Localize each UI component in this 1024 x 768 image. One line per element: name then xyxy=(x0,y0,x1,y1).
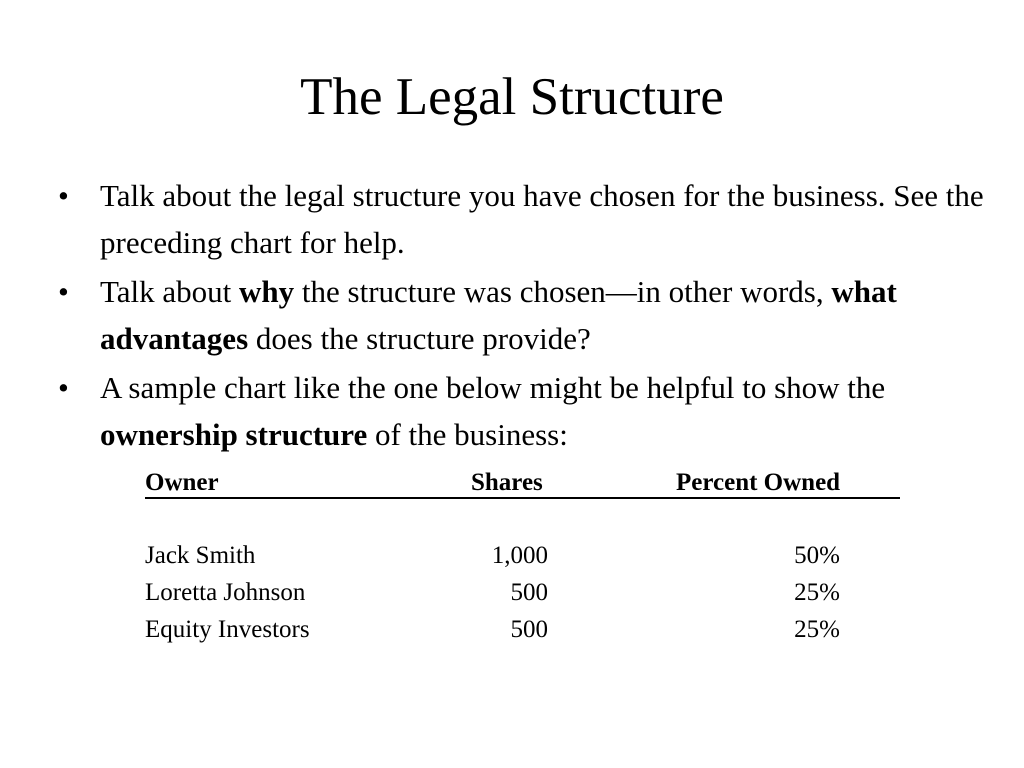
bullet-text-part: Talk about xyxy=(100,274,240,309)
cell-percent-owned: 50% xyxy=(794,542,840,569)
bullet-item xyxy=(58,172,988,266)
cell-shares: 500 xyxy=(510,579,548,606)
column-header-shares: Shares xyxy=(471,469,543,496)
bullet-text-part: of the business: xyxy=(367,417,568,452)
bullet-text-part: does the structure provide? xyxy=(248,321,591,356)
cell-percent-owned: 25% xyxy=(794,616,840,643)
table-row xyxy=(145,611,905,648)
bullet-text xyxy=(100,178,984,260)
bullet-item xyxy=(58,364,988,458)
table-spacer xyxy=(145,501,905,537)
cell-owner: Loretta Johnson xyxy=(145,579,306,606)
ownership-table xyxy=(145,464,905,648)
table-header-row xyxy=(145,464,905,501)
table-row xyxy=(145,574,905,611)
column-header-owner: Owner xyxy=(145,469,219,496)
table-row xyxy=(145,537,905,574)
header-underline xyxy=(145,497,900,499)
bullet-icon: • xyxy=(58,274,69,309)
bullet-text xyxy=(100,370,885,452)
bullet-icon: • xyxy=(58,370,69,405)
slide-title: The Legal Structure xyxy=(300,68,724,126)
bullet-icon: • xyxy=(58,178,69,213)
bullet-item xyxy=(58,268,988,362)
cell-owner: Equity Investors xyxy=(145,616,310,643)
column-header-percent-owned: Percent Owned xyxy=(676,469,841,496)
bullet-text-part: Talk about the legal structure you have chosen for the business. See the preceding chart for help. xyxy=(100,178,984,260)
cell-owner: Jack Smith xyxy=(145,542,256,569)
bullet-text-part: the structure was chosen—in other words, xyxy=(294,274,832,309)
cell-percent-owned: 25% xyxy=(794,579,840,606)
bullet-text-emphasis: ownership structure xyxy=(100,417,368,452)
cell-shares: 500 xyxy=(510,616,548,643)
bullet-text-emphasis: why xyxy=(239,274,295,309)
bullet-text xyxy=(100,274,897,356)
bullet-list xyxy=(58,172,988,460)
cell-shares: 1,000 xyxy=(491,542,548,569)
bullet-text-part: A sample chart like the one below might be helpful to show the xyxy=(100,370,886,405)
bullet-text-emphasis: what advantages xyxy=(100,274,897,356)
